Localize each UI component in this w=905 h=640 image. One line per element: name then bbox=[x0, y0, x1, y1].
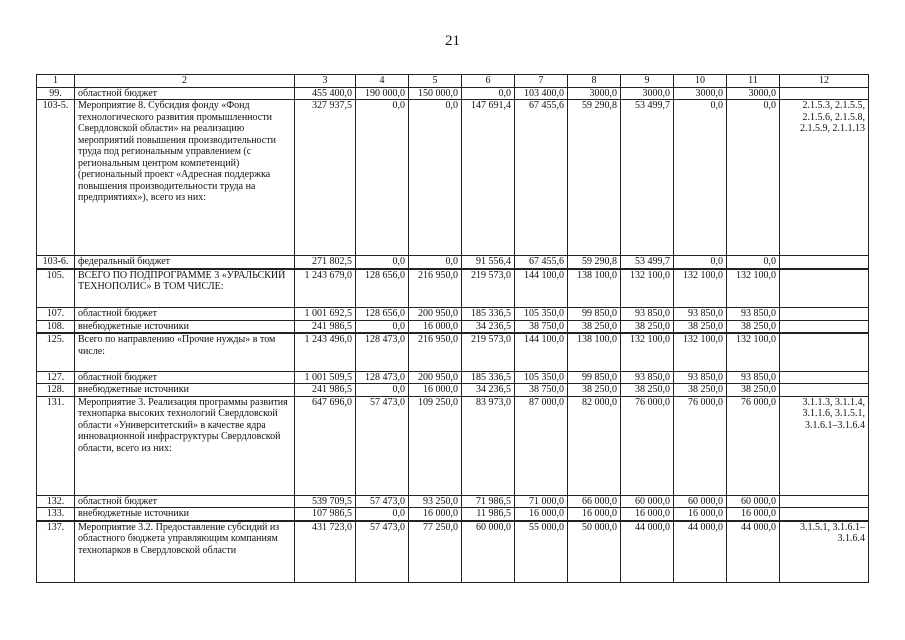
year-value: 132 100,0 bbox=[674, 333, 727, 371]
year-value: 83 973,0 bbox=[462, 396, 515, 495]
year-value: 0,0 bbox=[409, 100, 462, 256]
total-value: 241 986,5 bbox=[295, 320, 356, 333]
total-value: 539 709,5 bbox=[295, 495, 356, 508]
target-refs bbox=[780, 508, 869, 521]
year-value: 44 000,0 bbox=[674, 521, 727, 583]
row-name: внебюджетные источники bbox=[75, 508, 295, 521]
year-value: 93 850,0 bbox=[621, 371, 674, 384]
year-value: 132 100,0 bbox=[621, 269, 674, 308]
table-row bbox=[37, 333, 869, 371]
year-value: 144 100,0 bbox=[515, 269, 568, 308]
year-value: 57 473,0 bbox=[356, 495, 409, 508]
target-refs bbox=[780, 87, 869, 100]
target-refs bbox=[780, 308, 869, 321]
row-number: 108. bbox=[37, 320, 75, 333]
year-value: 128 656,0 bbox=[356, 269, 409, 308]
year-value: 16 000,0 bbox=[409, 384, 462, 397]
year-value: 55 000,0 bbox=[515, 521, 568, 583]
target-refs: 2.1.5.3, 2.1.5.5, 2.1.5.6, 2.1.5.8, 2.1.5.9, 2.1.1.13 bbox=[780, 100, 869, 256]
year-value: 38 250,0 bbox=[674, 320, 727, 333]
year-value: 76 000,0 bbox=[621, 396, 674, 495]
year-value: 0,0 bbox=[674, 256, 727, 269]
year-value: 0,0 bbox=[462, 87, 515, 100]
year-value: 93 850,0 bbox=[727, 308, 780, 321]
year-value: 128 473,0 bbox=[356, 333, 409, 371]
year-value: 109 250,0 bbox=[409, 396, 462, 495]
row-name: внебюджетные источники bbox=[75, 384, 295, 397]
year-value: 38 250,0 bbox=[621, 384, 674, 397]
year-value: 38 750,0 bbox=[515, 320, 568, 333]
year-value: 132 100,0 bbox=[674, 269, 727, 308]
budget-table bbox=[36, 74, 869, 583]
table-row bbox=[37, 269, 869, 308]
year-value: 0,0 bbox=[356, 256, 409, 269]
row-name: федеральный бюджет bbox=[75, 256, 295, 269]
year-value: 60 000,0 bbox=[674, 495, 727, 508]
year-value: 44 000,0 bbox=[621, 521, 674, 583]
year-value: 219 573,0 bbox=[462, 269, 515, 308]
total-value: 1 001 692,5 bbox=[295, 308, 356, 321]
year-value: 103 400,0 bbox=[515, 87, 568, 100]
column-number: 7 bbox=[515, 75, 568, 88]
year-value: 67 455,6 bbox=[515, 100, 568, 256]
year-value: 38 250,0 bbox=[727, 384, 780, 397]
year-value: 16 000,0 bbox=[621, 508, 674, 521]
target-refs: 3.1.1.3, 3.1.1.4, 3.1.1.6, 3.1.5.1, 3.1.6.1–3.1.6.4 bbox=[780, 396, 869, 495]
year-value: 53 499,7 bbox=[621, 256, 674, 269]
row-number: 132. bbox=[37, 495, 75, 508]
year-value: 16 000,0 bbox=[674, 508, 727, 521]
row-name: Всего по направлению «Прочие нужды» в том числе: bbox=[75, 333, 295, 371]
year-value: 38 250,0 bbox=[568, 320, 621, 333]
year-value: 59 290,8 bbox=[568, 256, 621, 269]
table-row bbox=[37, 508, 869, 521]
target-refs bbox=[780, 320, 869, 333]
year-value: 0,0 bbox=[727, 100, 780, 256]
row-number: 128. bbox=[37, 384, 75, 397]
year-value: 76 000,0 bbox=[727, 396, 780, 495]
column-number: 12 bbox=[780, 75, 869, 88]
year-value: 216 950,0 bbox=[409, 333, 462, 371]
total-value: 1 001 509,5 bbox=[295, 371, 356, 384]
table-row bbox=[37, 320, 869, 333]
column-number: 1 bbox=[37, 75, 75, 88]
row-number: 105. bbox=[37, 269, 75, 308]
table-row bbox=[37, 495, 869, 508]
row-name: Мероприятие 3.2. Предоставление субсидий из областного бюджета управляющим компаниям технопарков в Свердловской области bbox=[75, 521, 295, 583]
year-value: 38 250,0 bbox=[674, 384, 727, 397]
row-number: 125. bbox=[37, 333, 75, 371]
target-refs bbox=[780, 371, 869, 384]
row-number: 131. bbox=[37, 396, 75, 495]
year-value: 132 100,0 bbox=[727, 269, 780, 308]
year-value: 16 000,0 bbox=[409, 508, 462, 521]
table-row bbox=[37, 521, 869, 583]
year-value: 38 250,0 bbox=[621, 320, 674, 333]
year-value: 3000,0 bbox=[568, 87, 621, 100]
total-value: 1 243 679,0 bbox=[295, 269, 356, 308]
row-name: областной бюджет bbox=[75, 495, 295, 508]
column-number: 6 bbox=[462, 75, 515, 88]
year-value: 0,0 bbox=[356, 320, 409, 333]
year-value: 93 250,0 bbox=[409, 495, 462, 508]
row-number: 137. bbox=[37, 521, 75, 583]
year-value: 60 000,0 bbox=[462, 521, 515, 583]
column-number: 10 bbox=[674, 75, 727, 88]
year-value: 66 000,0 bbox=[568, 495, 621, 508]
total-value: 271 802,5 bbox=[295, 256, 356, 269]
year-value: 128 656,0 bbox=[356, 308, 409, 321]
table-row bbox=[37, 384, 869, 397]
year-value: 132 100,0 bbox=[727, 333, 780, 371]
year-value: 77 250,0 bbox=[409, 521, 462, 583]
year-value: 38 250,0 bbox=[568, 384, 621, 397]
table-row bbox=[37, 256, 869, 269]
row-name: областной бюджет bbox=[75, 371, 295, 384]
year-value: 71 986,5 bbox=[462, 495, 515, 508]
year-value: 50 000,0 bbox=[568, 521, 621, 583]
year-value: 144 100,0 bbox=[515, 333, 568, 371]
total-value: 455 400,0 bbox=[295, 87, 356, 100]
target-refs bbox=[780, 384, 869, 397]
year-value: 185 336,5 bbox=[462, 308, 515, 321]
year-value: 16 000,0 bbox=[727, 508, 780, 521]
year-value: 0,0 bbox=[356, 508, 409, 521]
row-name: Мероприятие 3. Реализация программы развития технопарка высоких технологий Свердловской области «Университетский» в качестве ядра инновационной инфраструктуры Свердловской области, всего из них: bbox=[75, 396, 295, 495]
year-value: 60 000,0 bbox=[621, 495, 674, 508]
year-value: 185 336,5 bbox=[462, 371, 515, 384]
year-value: 67 455,6 bbox=[515, 256, 568, 269]
year-value: 38 750,0 bbox=[515, 384, 568, 397]
year-value: 0,0 bbox=[727, 256, 780, 269]
column-number: 9 bbox=[621, 75, 674, 88]
column-number: 11 bbox=[727, 75, 780, 88]
row-name: внебюджетные источники bbox=[75, 320, 295, 333]
column-number: 5 bbox=[409, 75, 462, 88]
year-value: 59 290,8 bbox=[568, 100, 621, 256]
row-number: 103-5. bbox=[37, 100, 75, 256]
row-number: 107. bbox=[37, 308, 75, 321]
target-refs bbox=[780, 269, 869, 308]
table-row bbox=[37, 87, 869, 100]
year-value: 132 100,0 bbox=[621, 333, 674, 371]
year-value: 11 986,5 bbox=[462, 508, 515, 521]
year-value: 99 850,0 bbox=[568, 308, 621, 321]
year-value: 3000,0 bbox=[621, 87, 674, 100]
total-value: 431 723,0 bbox=[295, 521, 356, 583]
column-number-row bbox=[37, 75, 869, 88]
year-value: 91 556,4 bbox=[462, 256, 515, 269]
year-value: 0,0 bbox=[356, 384, 409, 397]
year-value: 57 473,0 bbox=[356, 396, 409, 495]
year-value: 99 850,0 bbox=[568, 371, 621, 384]
column-number: 3 bbox=[295, 75, 356, 88]
column-number: 4 bbox=[356, 75, 409, 88]
total-value: 327 937,5 bbox=[295, 100, 356, 256]
year-value: 219 573,0 bbox=[462, 333, 515, 371]
target-refs bbox=[780, 256, 869, 269]
year-value: 3000,0 bbox=[674, 87, 727, 100]
row-name: областной бюджет bbox=[75, 308, 295, 321]
year-value: 34 236,5 bbox=[462, 320, 515, 333]
year-value: 93 850,0 bbox=[621, 308, 674, 321]
row-name: областной бюджет bbox=[75, 87, 295, 100]
page-number: 21 bbox=[445, 33, 460, 49]
year-value: 34 236,5 bbox=[462, 384, 515, 397]
year-value: 53 499,7 bbox=[621, 100, 674, 256]
year-value: 0,0 bbox=[356, 100, 409, 256]
row-number: 99. bbox=[37, 87, 75, 100]
row-name: Мероприятие 8. Субсидия фонду «Фонд технологического развития промышленности Свердловской области» на реализацию мероприятий повышения производительности труда под региональным управлением (с региональным центром компетенций) (региональный проект «Адресная поддержка повышения производительности труда на предприятиях»), всего из них: bbox=[75, 100, 295, 256]
total-value: 1 243 496,0 bbox=[295, 333, 356, 371]
row-number: 103-6. bbox=[37, 256, 75, 269]
year-value: 190 000,0 bbox=[356, 87, 409, 100]
year-value: 93 850,0 bbox=[674, 371, 727, 384]
year-value: 138 100,0 bbox=[568, 269, 621, 308]
table-row bbox=[37, 396, 869, 495]
year-value: 16 000,0 bbox=[409, 320, 462, 333]
year-value: 16 000,0 bbox=[568, 508, 621, 521]
year-value: 71 000,0 bbox=[515, 495, 568, 508]
total-value: 647 696,0 bbox=[295, 396, 356, 495]
target-refs: 3.1.5.1, 3.1.6.1–3.1.6.4 bbox=[780, 521, 869, 583]
year-value: 57 473,0 bbox=[356, 521, 409, 583]
year-value: 200 950,0 bbox=[409, 308, 462, 321]
year-value: 147 691,4 bbox=[462, 100, 515, 256]
year-value: 3000,0 bbox=[727, 87, 780, 100]
row-number: 133. bbox=[37, 508, 75, 521]
year-value: 105 350,0 bbox=[515, 371, 568, 384]
year-value: 150 000,0 bbox=[409, 87, 462, 100]
table-row bbox=[37, 371, 869, 384]
year-value: 128 473,0 bbox=[356, 371, 409, 384]
column-number: 2 bbox=[75, 75, 295, 88]
year-value: 105 350,0 bbox=[515, 308, 568, 321]
row-name: ВСЕГО ПО ПОДПРОГРАММЕ 3 «УРАЛЬСКИЙ ТЕХНОПОЛИС» В ТОМ ЧИСЛЕ: bbox=[75, 269, 295, 308]
column-number: 8 bbox=[568, 75, 621, 88]
year-value: 200 950,0 bbox=[409, 371, 462, 384]
year-value: 138 100,0 bbox=[568, 333, 621, 371]
year-value: 44 000,0 bbox=[727, 521, 780, 583]
year-value: 82 000,0 bbox=[568, 396, 621, 495]
year-value: 87 000,0 bbox=[515, 396, 568, 495]
target-refs bbox=[780, 333, 869, 371]
year-value: 76 000,0 bbox=[674, 396, 727, 495]
table-row bbox=[37, 308, 869, 321]
row-number: 127. bbox=[37, 371, 75, 384]
year-value: 0,0 bbox=[409, 256, 462, 269]
year-value: 16 000,0 bbox=[515, 508, 568, 521]
year-value: 93 850,0 bbox=[674, 308, 727, 321]
total-value: 241 986,5 bbox=[295, 384, 356, 397]
table-row bbox=[37, 100, 869, 256]
year-value: 38 250,0 bbox=[727, 320, 780, 333]
total-value: 107 986,5 bbox=[295, 508, 356, 521]
target-refs bbox=[780, 495, 869, 508]
year-value: 0,0 bbox=[674, 100, 727, 256]
year-value: 60 000,0 bbox=[727, 495, 780, 508]
year-value: 93 850,0 bbox=[727, 371, 780, 384]
year-value: 216 950,0 bbox=[409, 269, 462, 308]
